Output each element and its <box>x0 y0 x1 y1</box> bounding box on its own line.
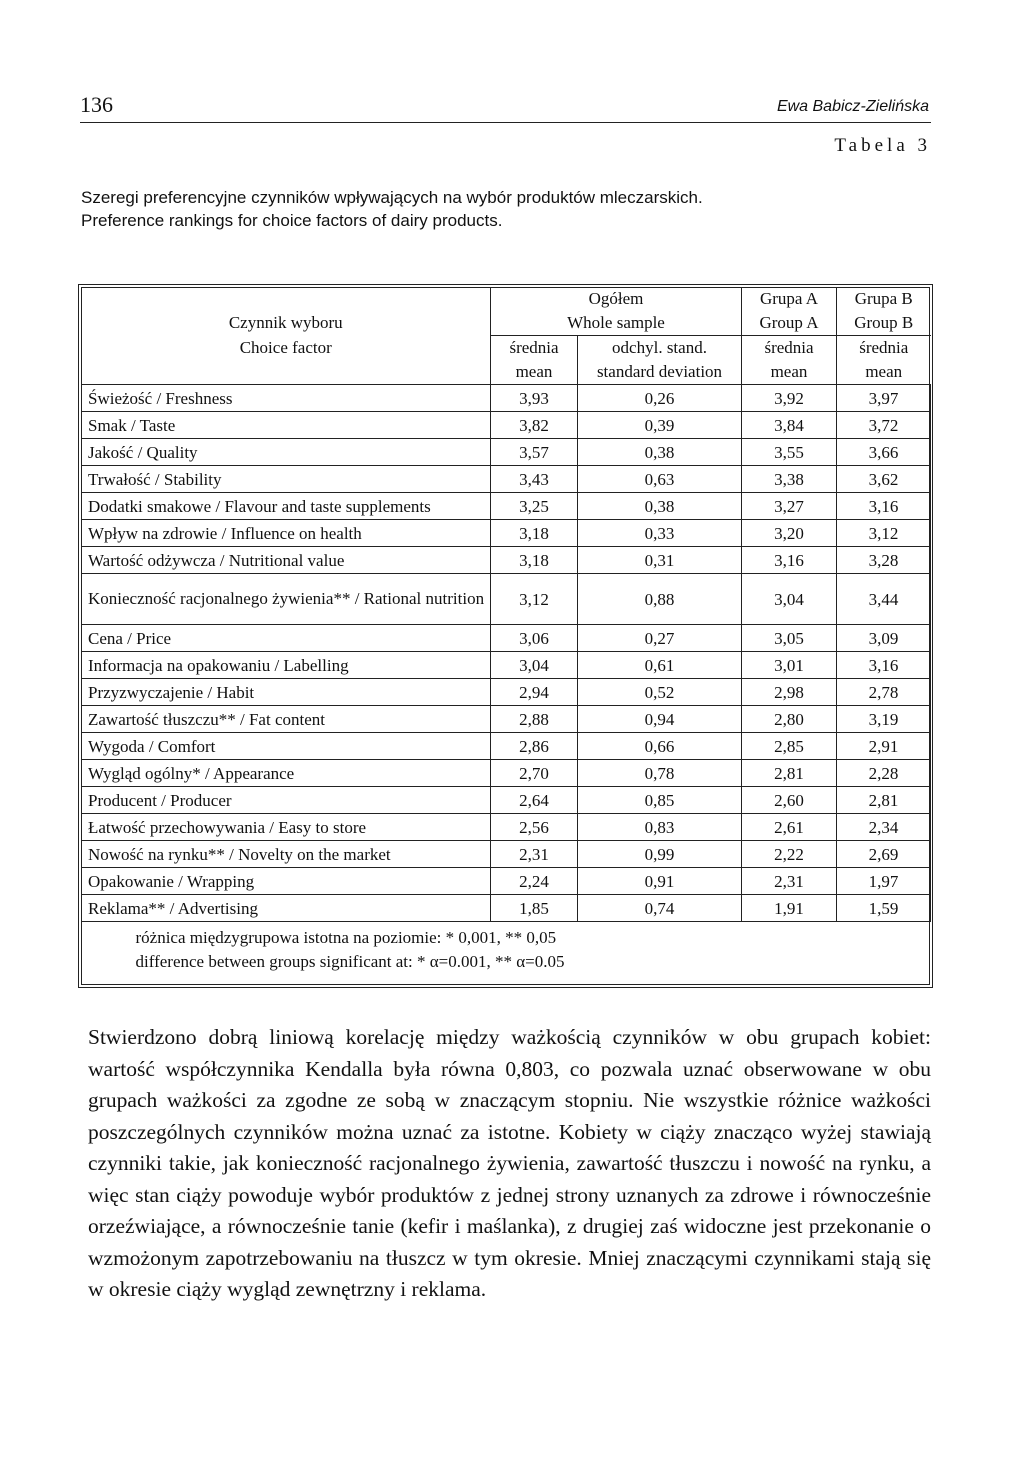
group-b-cell: 2,69 <box>837 841 931 868</box>
factor-cell: Jakość / Quality <box>82 439 491 466</box>
sd-cell: 0,39 <box>578 412 742 439</box>
sd-cell: 0,85 <box>578 787 742 814</box>
group-a-cell: 2,98 <box>742 679 837 706</box>
group-b-cell: 3,28 <box>837 547 931 574</box>
mean-cell: 3,25 <box>491 493 578 520</box>
sd-cell: 0,78 <box>578 760 742 787</box>
group-a-cell: 3,20 <box>742 520 837 547</box>
caption-english: Preference rankings for choice factors of dairy products. <box>81 211 503 230</box>
header-group-a-en: Group A <box>742 311 837 336</box>
table-row <box>82 625 931 652</box>
table-row <box>82 385 931 412</box>
header-row-3 <box>82 336 931 361</box>
table-row <box>82 760 931 787</box>
footnote-cell <box>82 922 931 981</box>
sd-cell: 0,61 <box>578 652 742 679</box>
sd-cell: 0,83 <box>578 814 742 841</box>
table-row <box>82 679 931 706</box>
factor-cell: Dodatki smakowe / Flavour and taste supplements <box>82 493 491 520</box>
header-factor-pl: Czynnik wyboru <box>228 313 343 333</box>
table-row <box>82 520 931 547</box>
footnote-english: difference between groups significant at: * α=0.001, ** α=0.05 <box>135 952 565 971</box>
factor-cell: Wygląd ogólny* / Appearance <box>82 760 491 787</box>
factor-cell: Informacja na opakowaniu / Labelling <box>82 652 491 679</box>
mean-cell: 3,57 <box>491 439 578 466</box>
table-label: Tabela 3 <box>834 135 931 156</box>
factor-cell: Konieczność racjonalnego żywienia** / Rational nutrition <box>82 574 491 625</box>
factor-cell: Nowość na rynku** / Novelty on the market <box>82 841 491 868</box>
running-header <box>80 92 931 123</box>
sd-cell: 0,63 <box>578 466 742 493</box>
factor-cell: Przyzwyczajenie / Habit <box>82 679 491 706</box>
header-group-b-pl: Grupa B <box>837 287 931 311</box>
group-a-cell: 3,04 <box>742 574 837 625</box>
factor-cell: Łatwość przechowywania / Easy to store <box>82 814 491 841</box>
group-b-cell: 1,59 <box>837 895 931 922</box>
table-row <box>82 466 931 493</box>
group-a-cell: 3,16 <box>742 547 837 574</box>
sd-cell: 0,94 <box>578 706 742 733</box>
sd-cell: 0,91 <box>578 868 742 895</box>
group-b-cell: 3,66 <box>837 439 931 466</box>
sd-cell: 0,27 <box>578 625 742 652</box>
group-b-cell: 3,16 <box>837 493 931 520</box>
header-group-a-mean-pl: średnia <box>742 336 837 361</box>
header-group-a-mean-en: mean <box>742 360 837 385</box>
header-group-b-mean-en: mean <box>837 360 931 385</box>
group-b-cell: 3,09 <box>837 625 931 652</box>
group-a-cell: 3,27 <box>742 493 837 520</box>
factor-cell: Trwałość / Stability <box>82 466 491 493</box>
group-b-cell: 3,44 <box>837 574 931 625</box>
group-a-cell: 3,01 <box>742 652 837 679</box>
header-factor-en: Choice factor <box>239 337 332 357</box>
table-row <box>82 493 931 520</box>
factor-cell: Smak / Taste <box>82 412 491 439</box>
mean-cell: 2,86 <box>491 733 578 760</box>
sd-cell: 0,99 <box>578 841 742 868</box>
group-b-cell: 3,16 <box>837 652 931 679</box>
sd-cell: 0,38 <box>578 493 742 520</box>
mean-cell: 2,56 <box>491 814 578 841</box>
factor-cell: Producent / Producer <box>82 787 491 814</box>
table-row <box>82 574 931 625</box>
mean-cell: 3,12 <box>491 574 578 625</box>
caption-polish: Szeregi preferencyjne czynników wpływających na wybór produktów mleczarskich. <box>81 188 703 207</box>
factor-cell: Reklama** / Advertising <box>82 895 491 922</box>
group-a-cell: 3,92 <box>742 385 837 412</box>
group-a-cell: 3,38 <box>742 466 837 493</box>
table-row <box>82 706 931 733</box>
header-sd-en: standard deviation <box>578 360 742 385</box>
group-a-cell: 3,84 <box>742 412 837 439</box>
header-whole-pl: Ogółem <box>491 287 742 311</box>
mean-cell: 3,18 <box>491 547 578 574</box>
sd-cell: 0,66 <box>578 733 742 760</box>
factor-cell: Cena / Price <box>82 625 491 652</box>
group-a-cell: 2,85 <box>742 733 837 760</box>
mean-cell: 3,06 <box>491 625 578 652</box>
group-b-cell: 1,97 <box>837 868 931 895</box>
header-group-b-mean-pl: średnia <box>837 336 931 361</box>
table-row <box>82 841 931 868</box>
factor-cell: Opakowanie / Wrapping <box>82 868 491 895</box>
running-author: Ewa Babicz-Zielińska <box>776 98 929 115</box>
header-mean-en: mean <box>491 360 578 385</box>
mean-cell: 1,85 <box>491 895 578 922</box>
group-a-cell: 2,31 <box>742 868 837 895</box>
table-row <box>82 412 931 439</box>
header-sd-pl: odchyl. stand. <box>578 336 742 361</box>
preference-table <box>81 287 931 980</box>
mean-cell: 2,31 <box>491 841 578 868</box>
sd-cell: 0,52 <box>578 679 742 706</box>
group-b-cell: 2,91 <box>837 733 931 760</box>
sd-cell: 0,31 <box>578 547 742 574</box>
table-row <box>82 547 931 574</box>
group-b-cell: 2,34 <box>837 814 931 841</box>
factor-cell: Wygoda / Comfort <box>82 733 491 760</box>
table-row <box>82 652 931 679</box>
group-b-cell: 3,19 <box>837 706 931 733</box>
group-b-cell: 3,97 <box>837 385 931 412</box>
sd-cell: 0,88 <box>578 574 742 625</box>
group-b-cell: 2,28 <box>837 760 931 787</box>
group-b-cell: 2,78 <box>837 679 931 706</box>
body-paragraph: Stwierdzono dobrą liniową korelację między ważkością czynników w obu grupach kobiet: wartość współczynnika Kendalla była równa 0,803, co pozwala uznać obserwowane w obu grupach ważkości za zgodne ze sobą w znaczącym stopniu. Nie wszystkie różnice ważkości poszczególnych czynników można uznać za istotne. Kobiety w ciąży znacząco wyżej stawiają czynniki takie, jak konieczność racjonalnego żywienia, zawartość tłuszczu i nowość na rynku, a więc stan ciąży powoduje wybór produktów z jednej strony uznanych za zdrowe i równocześnie orzeźwiające, a równocześnie tanie (kefir i maślanka), z drugiej zaś widoczne jest przekonanie o wzmożonym zapotrzebowaniu na tłuszcz w tym okresie. Mniej znaczącymi czynnikami stają się w okresie ciąży wygląd zewnętrzny i reklama. <box>88 1025 931 1301</box>
group-b-cell: 3,12 <box>837 520 931 547</box>
sd-cell: 0,38 <box>578 439 742 466</box>
group-b-cell: 3,62 <box>837 466 931 493</box>
header-row-1 <box>82 287 931 311</box>
mean-cell: 2,94 <box>491 679 578 706</box>
header-group-a-pl: Grupa A <box>742 287 837 311</box>
factor-cell: Zawartość tłuszczu** / Fat content <box>82 706 491 733</box>
table-row <box>82 868 931 895</box>
header-group-b-en: Group B <box>837 311 931 336</box>
group-a-cell: 2,80 <box>742 706 837 733</box>
group-a-cell: 2,81 <box>742 760 837 787</box>
factor-cell: Świeżość / Freshness <box>82 385 491 412</box>
header-row-4 <box>82 360 931 385</box>
group-a-cell: 2,22 <box>742 841 837 868</box>
mean-cell: 2,70 <box>491 760 578 787</box>
table-row <box>82 814 931 841</box>
sd-cell: 0,26 <box>578 385 742 412</box>
mean-cell: 2,88 <box>491 706 578 733</box>
header-whole-en: Whole sample <box>491 311 742 336</box>
group-a-cell: 2,60 <box>742 787 837 814</box>
table-row <box>82 439 931 466</box>
header-mean-pl: średnia <box>491 336 578 361</box>
table-row <box>82 787 931 814</box>
header-row-2 <box>82 311 931 336</box>
table-caption <box>81 186 703 232</box>
table-row <box>82 895 931 922</box>
mean-cell: 3,43 <box>491 466 578 493</box>
mean-cell: 2,24 <box>491 868 578 895</box>
page-number: 136 <box>80 92 113 117</box>
group-a-cell: 3,55 <box>742 439 837 466</box>
sd-cell: 0,74 <box>578 895 742 922</box>
mean-cell: 2,64 <box>491 787 578 814</box>
table-row <box>82 733 931 760</box>
mean-cell: 3,82 <box>491 412 578 439</box>
group-b-cell: 2,81 <box>837 787 931 814</box>
footnote-polish: różnica międzygrupowa istotna na poziomie: * 0,001, ** 0,05 <box>135 928 557 947</box>
group-a-cell: 1,91 <box>742 895 837 922</box>
group-b-cell: 3,72 <box>837 412 931 439</box>
group-a-cell: 3,05 <box>742 625 837 652</box>
mean-cell: 3,04 <box>491 652 578 679</box>
group-a-cell: 2,61 <box>742 814 837 841</box>
footnote-row <box>82 922 931 981</box>
factor-cell: Wpływ na zdrowie / Influence on health <box>82 520 491 547</box>
mean-cell: 3,93 <box>491 385 578 412</box>
factor-cell: Wartość odżywcza / Nutritional value <box>82 547 491 574</box>
mean-cell: 3,18 <box>491 520 578 547</box>
sd-cell: 0,33 <box>578 520 742 547</box>
